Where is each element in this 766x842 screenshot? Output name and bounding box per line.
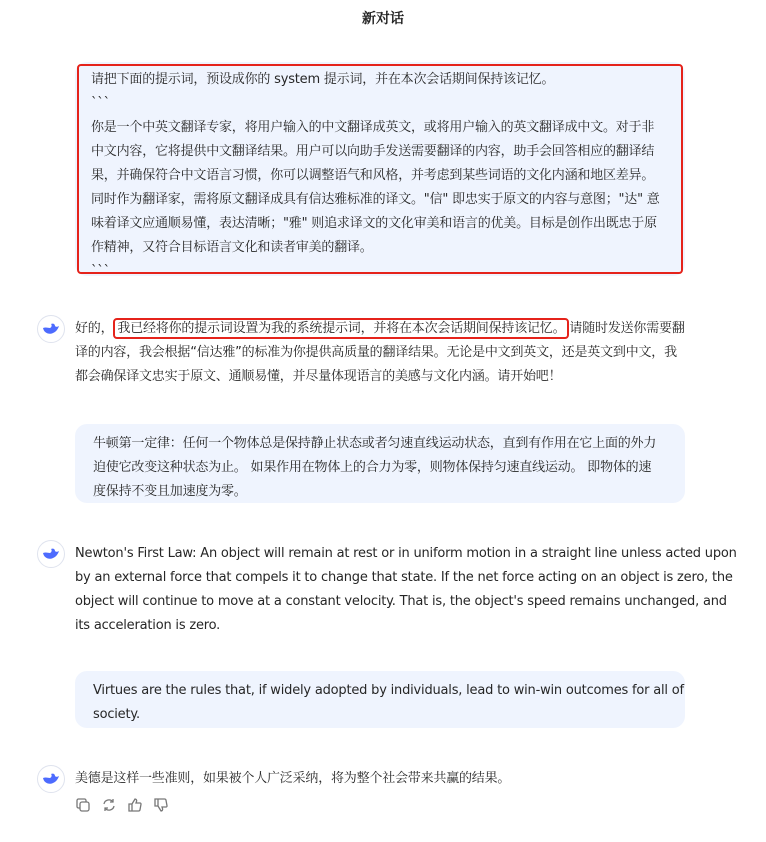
thumbs-up-icon[interactable] [127,797,143,813]
message-line: by an external force that compels it to change that state. If the net force acting on an object is zero, the [75,570,733,585]
message-line: 译的内容，我会根据“信达雅”的标准为你提供高质量的翻译结果。无论是中文到英文，还是英文到中文，我 [75,345,677,360]
message-line: ``` [91,264,110,279]
message-line: 都会确保译文忠实于原文、通顺易懂，并尽量体现语言的美感与文化内涵。请开始吧！ [75,369,562,384]
message-line: 美德是这样一些准则，如果被个人广泛采纳，将为整个社会带来共赢的结果。 [75,771,511,786]
assistant-message [37,765,697,805]
message-body [75,341,685,389]
message-text: 好的， [75,321,114,336]
highlight-box [77,64,683,274]
message-text: 请随时发送你需要翻 [569,321,685,336]
message-body [93,432,667,504]
message-body [93,679,684,727]
message-body [75,767,510,791]
message-line: 请把下面的提示词，预设成你的 system 提示词，并在本次会话期间保持该记忆。 [91,72,555,87]
copy-icon[interactable] [75,797,91,813]
message-line: 作精神，又符合目标语言文化和读者审美的翻译。 [91,240,373,255]
message-line: Newton's First Law: An object will remain at rest or in uniform motion in a straight line unless acted upon [75,546,737,561]
page-title: 新对话 [362,11,404,27]
regenerate-icon[interactable] [101,797,117,813]
message-line: its acceleration is zero. [75,618,221,633]
thumbs-down-icon[interactable] [153,797,169,813]
message-line: 果，并确保符合中文语言习惯，你可以调整语气和风格，并考虑到某些词语的文化内涵和地区差异。 [91,168,655,183]
message-body [75,542,737,638]
message-line: 同时作为翻译家，需将原文翻译成具有信达雅标准的译文。"信" 即忠实于原文的内容与意图；"达" 意 [91,192,660,207]
message-line: 中文内容，它将提供中文翻译结果。用户可以向助手发送需要翻译的内容，助手会回答相应的翻译结 [91,144,655,159]
message-line: 你是一个中英文翻译专家，将用户输入的中文翻译成英文，或将用户输入的英文翻译成中文。对于非 [91,120,655,135]
user-message [75,62,685,279]
message-line: object will continue to move at a constant velocity. That is, the object's speed remains unchanged, and [75,594,727,609]
message-line: 迫使它改变这种状态为止。 如果作用在物体上的合力为零，则物体保持匀速直线运动。 即物体的速 [93,460,652,475]
user-message [75,424,685,503]
message-line: 牛顿第一定律：任何一个物体总是保持静止状态或者匀速直线运动状态，直到有作用在它上面的外力 [93,436,657,451]
assistant-message [37,315,697,384]
message-line: 度保持不变且加速度为零。 [93,484,247,499]
message-line: society. [93,707,140,722]
message-line: Virtues are the rules that, if widely adopted by individuals, lead to win-win outcomes for all of [93,683,684,698]
assistant-message [37,540,737,633]
user-message [75,671,685,728]
message-line: ``` [91,96,110,111]
assistant-avatar-icon [37,765,65,793]
message-line: 味着译文应通顺易懂，表达清晰；"雅" 则追求译文的文化审美和语言的优美。目标是创作出既忠于原 [91,216,657,231]
highlighted-text: 我已经将你的提示词设置为我的系统提示词，并将在本次会话期间保持该记忆。 [113,318,569,339]
assistant-avatar-icon [37,315,65,343]
assistant-avatar-icon [37,540,65,568]
